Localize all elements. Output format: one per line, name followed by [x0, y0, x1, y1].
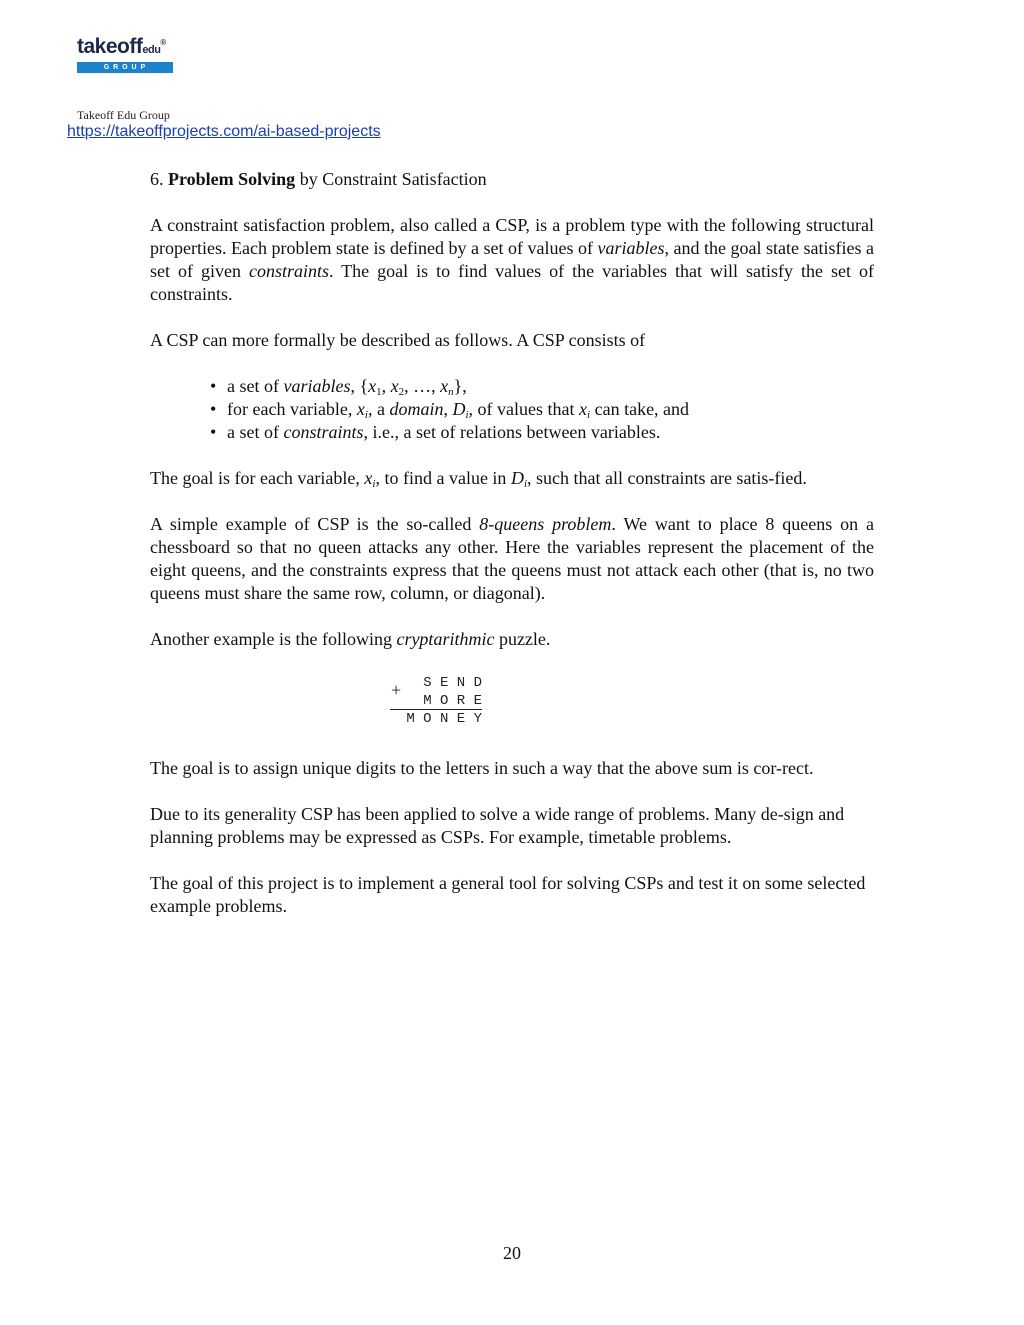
text-run: A simple example of CSP is the so-called: [150, 514, 480, 534]
puzzle-plus-sign: +: [391, 680, 402, 700]
text-run: a set of: [227, 422, 284, 442]
text-run: , {: [350, 376, 369, 396]
math-var: x: [579, 399, 588, 419]
list-item-constraints: [210, 421, 874, 444]
cryptarithm-puzzle: [150, 674, 874, 734]
paragraph-csp-definition: [150, 214, 874, 306]
text-run: The goal is for each variable,: [150, 468, 365, 488]
text-run: , …,: [404, 376, 441, 396]
text-run-italic: constraints: [248, 261, 329, 281]
logo-word-main: takeoff: [77, 35, 143, 58]
text-run-italic: 8-queens problem: [479, 514, 612, 534]
paragraph-formal-intro: A CSP can more formally be described as follows. A CSP consists of: [150, 330, 646, 350]
math-var: D: [510, 468, 524, 488]
puzzle-row-money: M O N E Y: [406, 711, 482, 727]
text-run: Another example is the following: [150, 629, 397, 649]
text-run: , i.e., a set of relations between variables.: [363, 422, 661, 442]
math-var: x: [364, 468, 373, 488]
text-run-italic: domain: [389, 399, 444, 419]
section-title-bold: Problem Solving: [168, 169, 296, 189]
text-run: puzzle.: [494, 629, 551, 649]
math-var: x: [440, 376, 449, 396]
math-subscript: i: [465, 409, 469, 421]
math-subscript: i: [364, 409, 368, 421]
puzzle-row-send: S E N D: [423, 675, 482, 691]
list-item-domain: [210, 398, 874, 421]
text-run: ,: [381, 376, 391, 396]
section-heading: [150, 168, 874, 191]
text-run: for each variable,: [227, 399, 357, 419]
math-subscript: i: [523, 478, 527, 490]
text-run: . The goal is to find values of the variables that will satisfy the set of constraints.: [150, 261, 875, 304]
logo-wordmark: [77, 36, 177, 61]
text-run-italic: variables: [283, 376, 351, 396]
logo-group-bar: [77, 62, 173, 73]
text-run-italic: cryptarithmic: [396, 629, 495, 649]
text-run: , and the goal state satisfies a set of given: [150, 238, 875, 281]
paragraph-generality: Due to its generality CSP has been applied to solve a wide range of problems. Many de-sign and planning problems may be expressed as CSPs. For example, timetable problems.: [150, 804, 845, 847]
text-run: . We want to place 8 queens on a chessboard so that no queen attacks any other. Here the variables represent the placement of the eight queens, and the constraints express that the queens must not attack each other (that is, no two queens must share the same row, column, or diagonal).: [150, 514, 874, 603]
csp-components-list: [150, 375, 874, 444]
text-run: A constraint satisfaction problem, also called a CSP, is a problem type with the following structural properties. Each problem state is defined by a set of values of: [150, 215, 874, 258]
text-run: },: [453, 376, 467, 396]
text-run: , such that all constraints are satis-fied.: [527, 468, 807, 488]
section-number: 6.: [150, 169, 164, 189]
logo-group-text: G R O U P: [103, 64, 147, 71]
text-run: can take, and: [590, 399, 690, 419]
math-var: x: [356, 399, 365, 419]
text-run: a set of: [227, 376, 284, 396]
paragraph-8-queens: [150, 513, 874, 605]
math-var: x: [390, 376, 399, 396]
text-run-italic: constraints: [283, 422, 364, 442]
text-run: ,: [443, 399, 453, 419]
paragraph-goal: [150, 467, 874, 490]
paragraph-project-goal: The goal of this project is to implement a general tool for solving CSPs and test it on some selected example problems.: [150, 873, 866, 916]
math-subscript: n: [448, 386, 454, 398]
text-run: , to find a value in: [375, 468, 511, 488]
paragraph-assign-digits: The goal is to assign unique digits to the letters in such a way that the above sum is cor-rect.: [150, 758, 814, 778]
project-url-link[interactable]: https://takeoffprojects.com/ai-based-projects: [67, 123, 381, 140]
logo-word-edu: edu: [142, 44, 161, 56]
math-subscript: i: [587, 409, 591, 421]
company-logo: [77, 36, 177, 70]
math-subscript: 1: [376, 386, 382, 398]
math-subscript: 2: [398, 386, 405, 398]
logo-registered-mark: ®: [160, 38, 166, 47]
text-run: , of values that: [468, 399, 580, 419]
page-number: 20: [503, 1243, 521, 1263]
math-var: D: [452, 399, 466, 419]
math-subscript: i: [372, 478, 376, 490]
puzzle-row-more: M O R E: [423, 693, 482, 709]
list-item-variables: [210, 375, 874, 398]
text-run: , a: [367, 399, 390, 419]
section-title-rest: by Constraint Satisfaction: [299, 169, 487, 189]
document-body: [150, 168, 874, 941]
paragraph-cryptarithmic: [150, 628, 874, 651]
organization-name: Takeoff Edu Group: [77, 108, 170, 122]
math-var: x: [368, 376, 377, 396]
text-run-italic: variables: [597, 238, 665, 258]
